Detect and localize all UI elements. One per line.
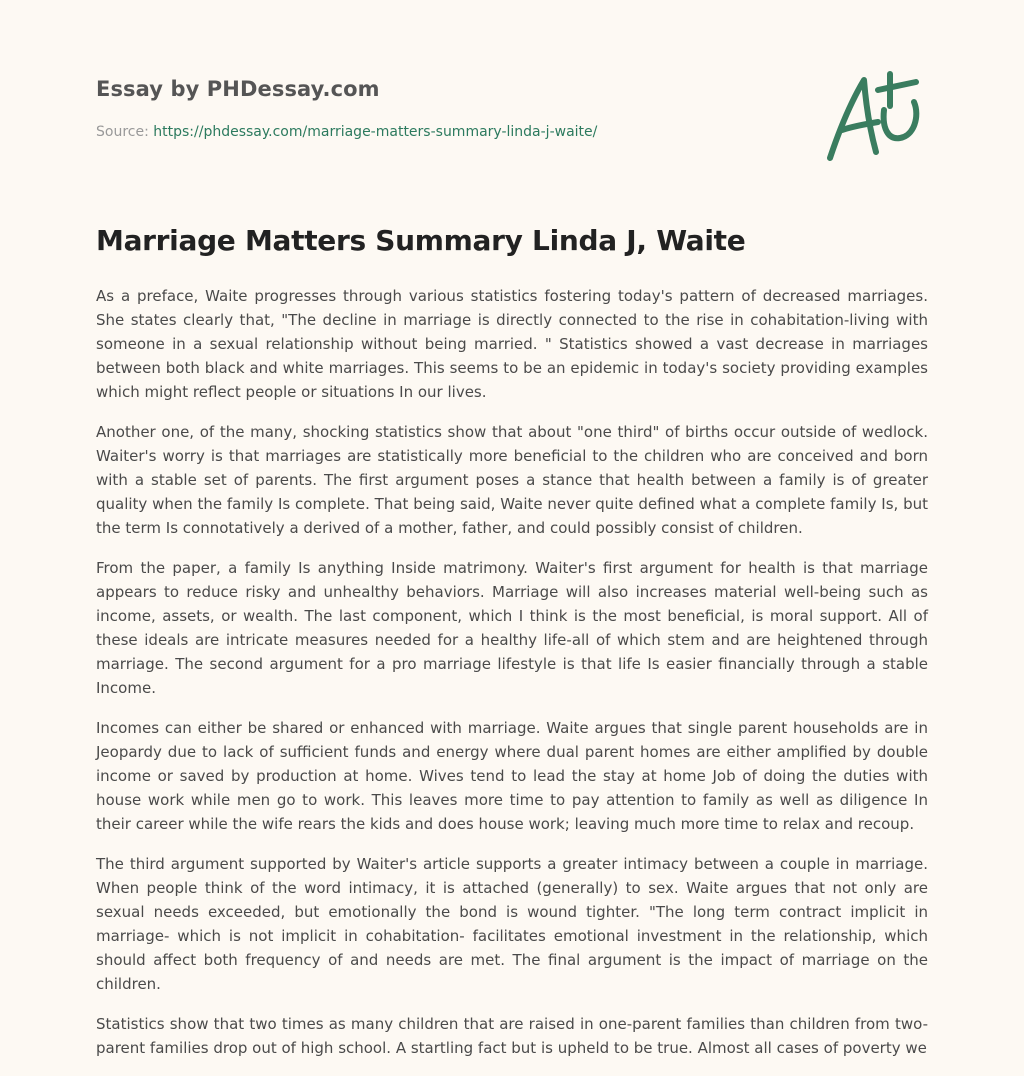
essay-paragraph: Statistics show that two times as many children that are raised in one-parent families than children from two-parent families drop out of high school. A startling fact but is upheld to be true. Almost all cases of poverty we [96, 1015, 928, 1057]
essay-title: Marriage Matters Summary Linda J, Waite [96, 224, 746, 257]
source-line [96, 124, 597, 140]
essay-paragraph: Incomes can either be shared or enhanced with marriage. Waite argues that single parent households are in Jeopardy due to lack of sufficient funds and energy where dual parent homes are either amplified by double income or saved by production at home. Wives tend to lead the stay at home Job of doing the duties with house work while men go to work. This leaves more time to pay attention to family as well as diligence In their career while the wife rears the kids and does house work; leaving much more time to relax and recoup. [96, 719, 928, 833]
site-title: Essay by PHDessay.com [96, 77, 380, 101]
essay-paragraph: The third argument supported by Waiter's article supports a greater intimacy between a couple in marriage. When people think of the word intimacy, it is attached (generally) to sex. Waite argues that not only are sexual needs exceeded, but emotionally the bond is wound tighter. "The long term contract implicit in marriage- which is not implicit in cohabitation- facilitates emotional investment in the relationship, which should affect both frequency of and needs are met. The final argument is the impact of marriage on the children. [96, 855, 928, 993]
essay-paragraph: Another one, of the many, shocking statistics show that about "one third" of births occur outside of wedlock. Waiter's worry is that marriages are statistically more beneficial to the children who are conceived and born with a stable set of parents. The first argument poses a stance that health between a family is of greater quality when the family Is complete. That being said, Waite never quite defined what a complete family Is, but the term Is connotatively a derived of a mother, father, and could possibly consist of children. [96, 423, 928, 537]
essay-paragraph: As a preface, Waite progresses through various statistics fostering today's pattern of decreased marriages. She states clearly that, "The decline in marriage is directly connected to the rise in cohabitation-living with someone in a sexual relationship without being married. " Statistics showed a vast decrease in marriages between both black and white marriages. This seems to be an epidemic in today's society providing examples which might reflect people or situations In our lives. [96, 287, 928, 401]
essay-body [96, 284, 928, 1076]
source-link[interactable]: https://phdessay.com/marriage-matters-summary-linda-j-waite/ [153, 124, 598, 140]
essay-paragraph: From the paper, a family Is anything Inside matrimony. Waiter's first argument for health is that marriage appears to reduce risky and unhealthy behaviors. Marriage will also increases material well-being such as income, assets, or wealth. The last component, which I think is the most beneficial, is moral support. All of these ideals are intricate measures needed for a healthy life-all of which stem and are heightened through marriage. The second argument for a pro marriage lifestyle is that life Is easier financially through a stable Income. [96, 559, 928, 697]
a-plus-logo-icon [818, 66, 930, 166]
source-label: Source: [96, 124, 154, 140]
